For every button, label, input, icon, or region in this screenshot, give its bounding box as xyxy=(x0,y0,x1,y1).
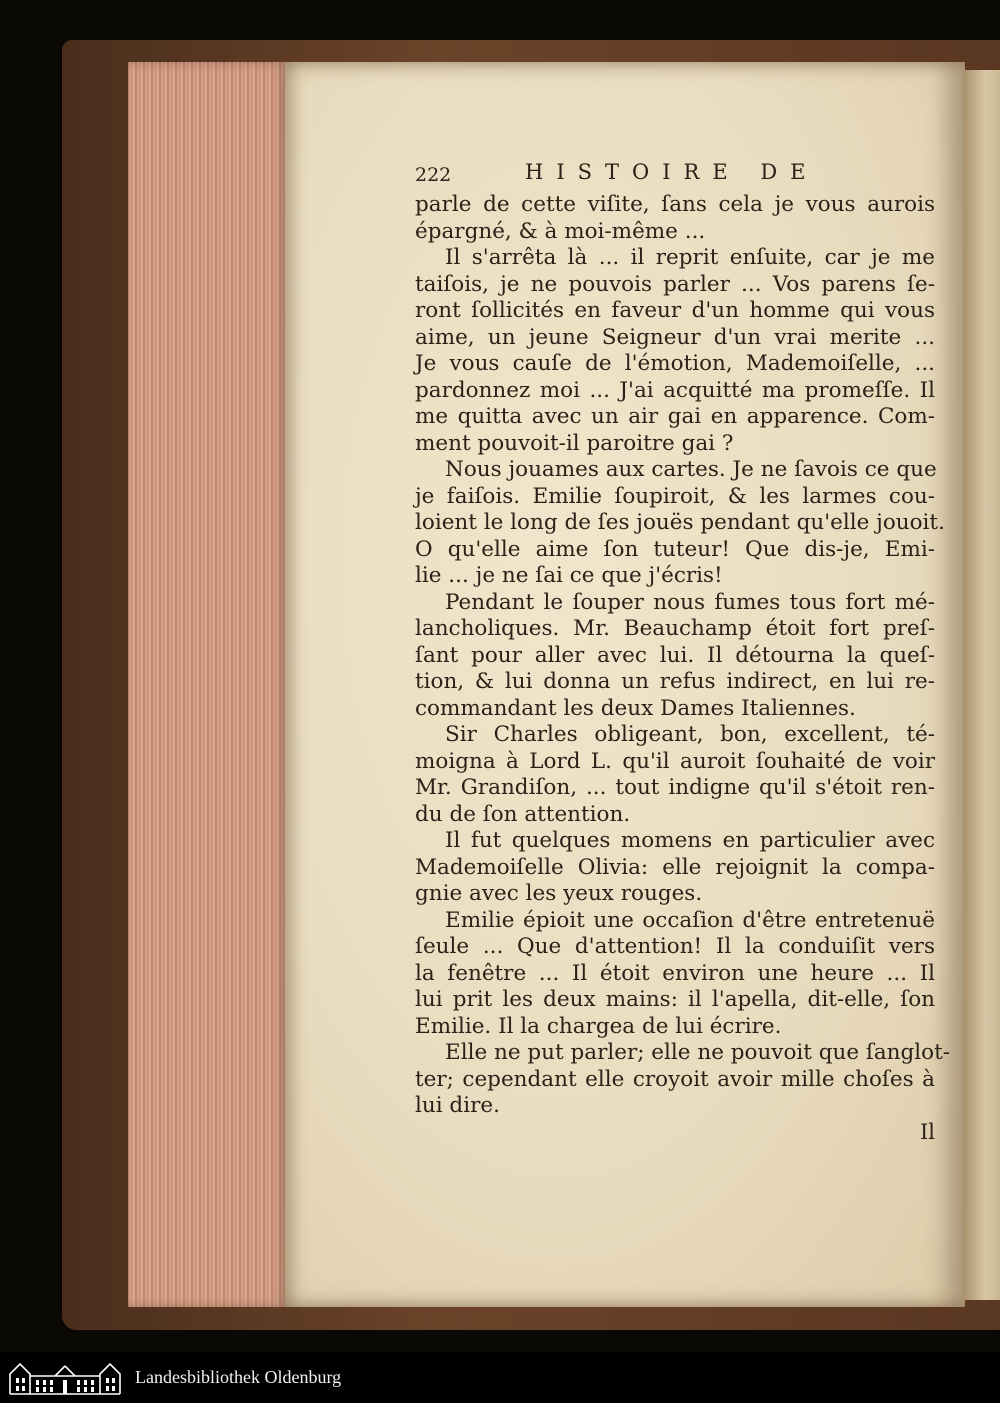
text-line: lie ... je ne ſai ce que j'écris! xyxy=(415,563,723,588)
text-line: ſeule ... Que d'attention! Il la conduiſit vers xyxy=(415,934,935,959)
text-line: Il fut quelques momens en particulier avec xyxy=(445,828,935,853)
text-line: tion, & lui donna un refus indirect, en lui re- xyxy=(415,669,935,694)
text-line: du de ſon attention. xyxy=(415,801,631,827)
text-line: ment pouvoit-il paroitre gai ? xyxy=(415,430,734,456)
text-line: ter; cependant elle croyoit avoir mille choſes à xyxy=(415,1066,935,1092)
text-line: je faiſois. Emilie ſoupiroit, & les larmes cou- xyxy=(415,483,935,509)
text-line: Mademoiſelle Olivia: elle rejoignit la compa- xyxy=(415,854,935,880)
catchword-row xyxy=(415,1120,935,1147)
text-line: me quitta avec un air gai en apparence. Com- xyxy=(415,404,935,429)
text-line: lancholiques. Mr. Beauchamp étoit fort preſ- xyxy=(415,616,935,641)
text-line: gnie avec les yeux rouges. xyxy=(415,881,703,906)
page-edges xyxy=(128,62,288,1307)
text-line: Emilie. Il la chargea de lui écrire. xyxy=(415,1013,782,1039)
text-line: O qu'elle aime ſon tuteur! Que dis-je, Emi- xyxy=(415,536,935,562)
text-line: Nous jouames aux cartes. Je ne ſavois ce que xyxy=(445,457,937,482)
text-line: Il s'arrêta là ... il reprit enſuite, car je me xyxy=(445,245,935,270)
text-line: lui prit les deux mains: il l'apella, dit-elle, ſon xyxy=(415,987,935,1012)
body-text xyxy=(415,192,951,1120)
facing-page-edge xyxy=(963,70,1000,1300)
text-line: Elle ne put parler; elle ne pouvoit que ſanglot- xyxy=(445,1040,951,1065)
page-header xyxy=(415,158,935,192)
text-line: taiſois, je ne pouvois parler ... Vos parens ſe- xyxy=(415,271,935,297)
library-footer xyxy=(0,1352,1000,1403)
text-line: pardonnez moi ... J'ai acquitté ma promeſſe. Il xyxy=(415,377,935,403)
library-name: Landesbibliothek Oldenburg xyxy=(135,1367,342,1387)
text-line: ront ſollicités en faveur d'un homme qui vous xyxy=(415,298,935,323)
text-line: épargné, & à moi-même ... xyxy=(415,218,706,244)
library-building-logo-icon xyxy=(8,1360,123,1396)
text-line: moigna à Lord L. qu'il auroit ſouhaité de voir xyxy=(415,748,935,774)
catchword: Il xyxy=(919,1119,935,1144)
page-number: 222 xyxy=(415,164,452,186)
text-line: loient le long de ſes jouës pendant qu'elle jouoit. xyxy=(415,510,945,535)
text-line: la fenêtre ... Il étoit environ une heure ... Il xyxy=(415,960,935,986)
text-line: parle de cette viſite, ſans cela je vous aurois xyxy=(415,192,935,217)
running-head: HISTOIRE DE xyxy=(525,160,819,184)
text-line: Je vous cauſe de l'émotion, Mademoiſelle, ... xyxy=(415,351,935,376)
text-line: Sir Charles obligeant, bon, excellent, té- xyxy=(445,722,935,747)
text-line: lui dire. xyxy=(415,1093,500,1118)
text-line: aime, un jeune Seigneur d'un vrai merite ... xyxy=(415,324,935,350)
page-text-block xyxy=(415,158,951,1146)
text-line: Emilie épioit une occaſion d'être entretenuë xyxy=(445,907,935,933)
text-line: commandant les deux Dames Italiennes. xyxy=(415,695,856,721)
text-line: Pendant le ſouper nous fumes tous fort mé- xyxy=(445,589,935,615)
text-line: Mr. Grandiſon, ... tout indigne qu'il s'étoit ren- xyxy=(415,775,935,800)
text-line: ſant pour aller avec lui. Il détourna la queſ- xyxy=(415,642,935,668)
